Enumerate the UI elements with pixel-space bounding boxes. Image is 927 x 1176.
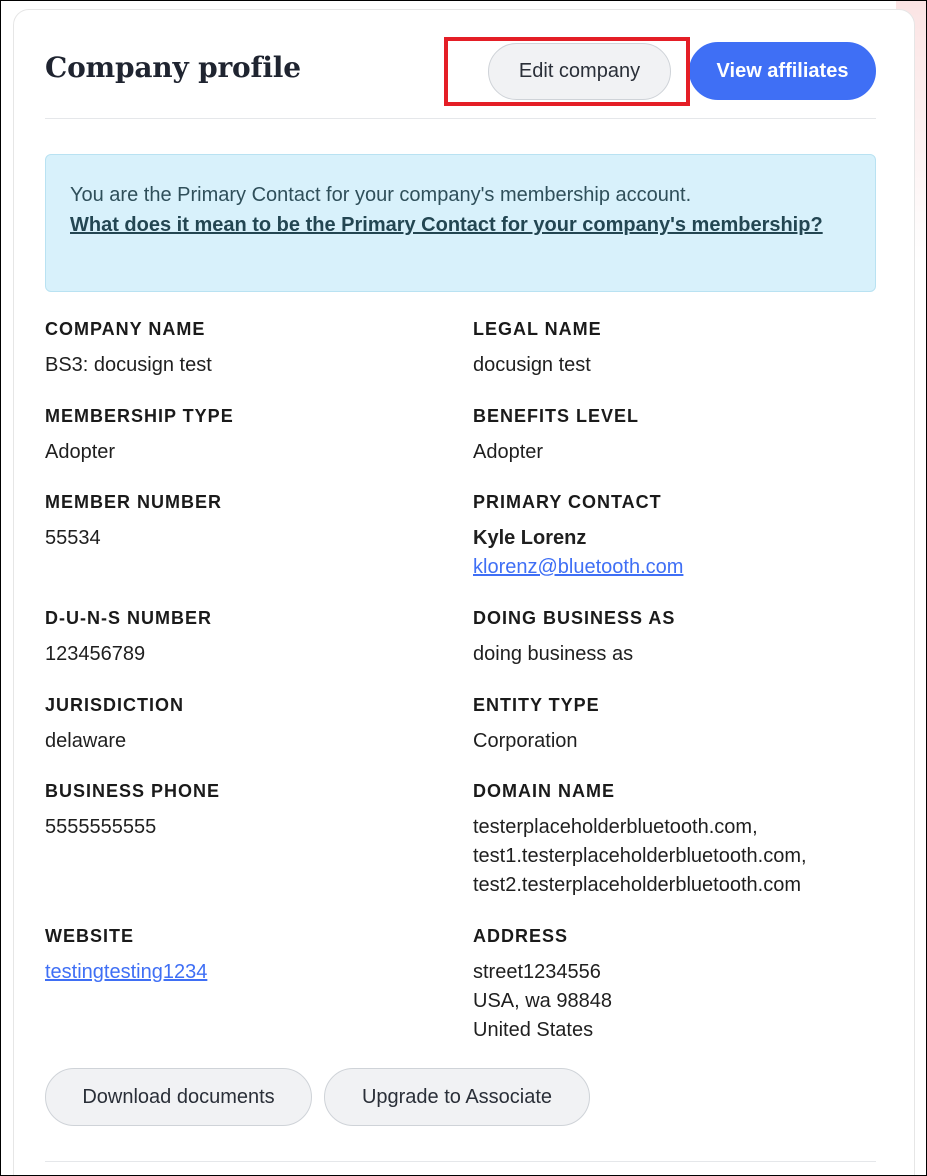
address-line: United States (473, 1019, 594, 1041)
field-value: BS3: docusign test (45, 354, 212, 376)
primary-contact-name: Kyle Lorenz (473, 527, 587, 549)
domain-name-field (473, 779, 873, 900)
doing-business-as-field (473, 606, 873, 669)
edit-company-button[interactable]: Edit company (488, 43, 671, 100)
field-value: docusign test (473, 354, 591, 376)
legal-name-field (473, 317, 873, 380)
download-documents-button[interactable]: Download documents (45, 1068, 312, 1126)
header-divider (45, 118, 876, 119)
field-value: delaware (45, 730, 127, 752)
domain-line: testerplaceholderbluetooth.com, (473, 816, 758, 838)
field-value (473, 958, 873, 1045)
jurisdiction-field (45, 693, 445, 756)
primary-contact-banner (45, 154, 876, 292)
field-label: DOMAIN NAME (473, 781, 615, 801)
field-value (473, 524, 873, 582)
field-label: COMPANY NAME (45, 319, 206, 339)
field-label: LEGAL NAME (473, 319, 602, 339)
field-label: BUSINESS PHONE (45, 781, 221, 801)
field-value: 5555555555 (45, 816, 157, 838)
field-value: doing business as (473, 643, 634, 665)
field-label: BENEFITS LEVEL (473, 406, 640, 426)
domain-line: test2.testerplaceholderbluetooth.com (473, 874, 801, 896)
field-label: MEMBERSHIP TYPE (45, 406, 234, 426)
field-value: Adopter (45, 441, 116, 463)
membership-type-field (45, 404, 445, 467)
banner-message: You are the Primary Contact for your company's membership account. (70, 184, 692, 206)
field-label: ENTITY TYPE (473, 695, 600, 715)
field-label: JURISDICTION (45, 695, 185, 715)
card-header (45, 41, 876, 101)
page-title: Company profile (45, 51, 301, 84)
entity-type-field (473, 693, 873, 756)
field-label: PRIMARY CONTACT (473, 492, 662, 512)
member-number-field (45, 490, 445, 553)
bottom-divider (45, 1161, 876, 1162)
field-value: Adopter (473, 441, 544, 463)
benefits-level-field (473, 404, 873, 467)
view-affiliates-button[interactable]: View affiliates (689, 42, 876, 100)
website-field (45, 924, 445, 987)
upgrade-to-associate-button[interactable]: Upgrade to Associate (324, 1068, 590, 1126)
field-label: D-U-N-S NUMBER (45, 608, 212, 628)
address-field (473, 924, 873, 1045)
field-value: Corporation (473, 730, 578, 752)
address-line: street1234556 (473, 961, 601, 983)
field-label: DOING BUSINESS AS (473, 608, 676, 628)
website-link[interactable]: testingtesting1234 (45, 961, 208, 983)
primary-contact-field (473, 490, 873, 582)
primary-contact-help-link[interactable]: What does it mean to be the Primary Contact for your company's membership? (70, 214, 823, 236)
domain-line: test1.testerplaceholderbluetooth.com, (473, 845, 807, 867)
field-label: MEMBER NUMBER (45, 492, 222, 512)
field-value: 55534 (45, 527, 101, 549)
address-line: USA, wa 98848 (473, 990, 612, 1012)
field-value (45, 958, 445, 987)
field-value (473, 813, 873, 900)
primary-contact-email-link[interactable]: klorenz@bluetooth.com (473, 556, 684, 578)
field-label: WEBSITE (45, 926, 135, 946)
company-name-field (45, 317, 445, 380)
field-label: ADDRESS (473, 926, 569, 946)
duns-number-field (45, 606, 445, 669)
field-value: 123456789 (45, 643, 146, 665)
business-phone-field (45, 779, 445, 842)
